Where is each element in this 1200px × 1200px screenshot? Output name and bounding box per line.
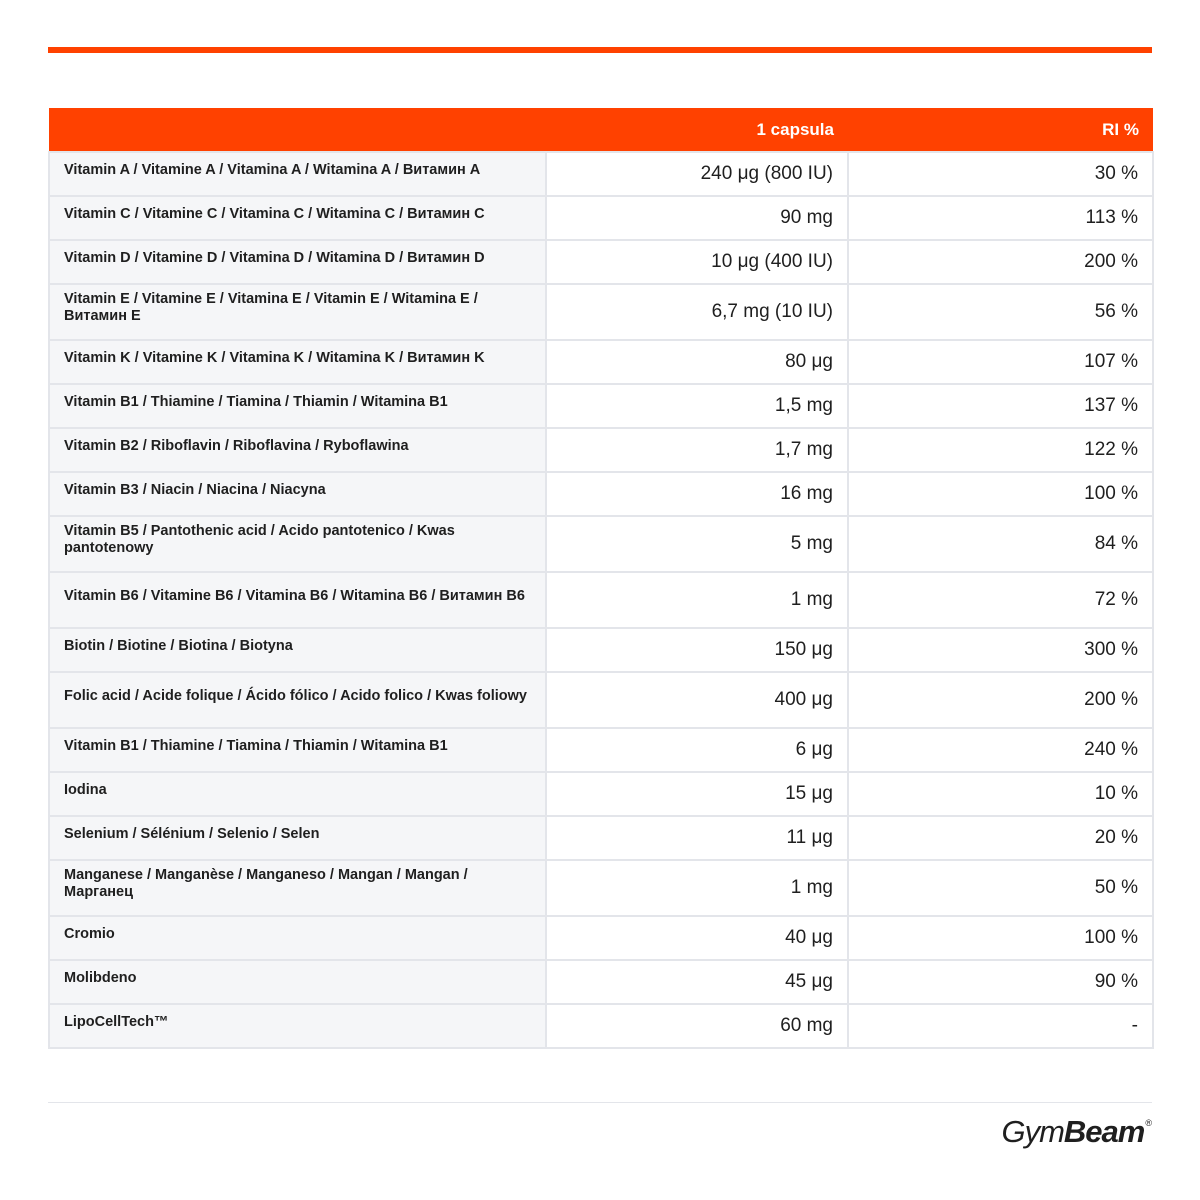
table-row: [49, 152, 1153, 196]
nutrient-name-cell: [49, 572, 546, 628]
amount-per-capsule: 11 μg: [546, 816, 848, 860]
registered-mark: ®: [1145, 1118, 1152, 1128]
nutrition-table: [48, 108, 1154, 1049]
nutrient-name-cell: [49, 284, 546, 340]
amount-per-capsule: 45 μg: [546, 960, 848, 1004]
amount-per-capsule: 6 μg: [546, 728, 848, 772]
footer-divider: [48, 1102, 1152, 1103]
ri-percent: 122 %: [848, 428, 1153, 472]
amount-per-capsule: 1,5 mg: [546, 384, 848, 428]
header-amount-column: 1 capsula: [546, 108, 848, 152]
amount-per-capsule: 60 mg: [546, 1004, 848, 1048]
table-row: [49, 516, 1153, 572]
ri-percent: 200 %: [848, 240, 1153, 284]
ri-percent: 84 %: [848, 516, 1153, 572]
amount-per-capsule: 400 μg: [546, 672, 848, 728]
table-row: [49, 860, 1153, 916]
nutrient-name: LipoCellTech™: [64, 1013, 169, 1030]
amount-per-capsule: 90 mg: [546, 196, 848, 240]
ri-percent: -: [848, 1004, 1153, 1048]
nutrient-name: Selenium / Sélénium / Selenio / Selen: [64, 825, 320, 842]
nutrient-name: Vitamin D / Vitamine D / Vitamina D / Witamina D / Витамин D: [64, 249, 485, 266]
nutrient-name-cell: [49, 816, 546, 860]
nutrient-name-cell: [49, 860, 546, 916]
nutrient-name: Cromio: [64, 925, 115, 942]
ri-percent: 107 %: [848, 340, 1153, 384]
table-row: [49, 772, 1153, 816]
amount-per-capsule: 6,7 mg (10 IU): [546, 284, 848, 340]
amount-per-capsule: 1 mg: [546, 860, 848, 916]
table-row: [49, 384, 1153, 428]
nutrient-name: Vitamin B5 / Pantothenic acid / Acido pantotenico / Kwas pantotenowy: [64, 523, 455, 556]
nutrient-name: Vitamin K / Vitamine K / Vitamina K / Witamina K / Витамин K: [64, 349, 485, 366]
nutrient-name: Vitamin C / Vitamine C / Vitamina C / Witamina C / Витамин C: [64, 205, 485, 222]
table-header: [49, 108, 1153, 152]
table-row: [49, 284, 1153, 340]
ri-percent: 113 %: [848, 196, 1153, 240]
top-accent-bar: [48, 47, 1152, 53]
ri-percent: 20 %: [848, 816, 1153, 860]
nutrient-name: Vitamin B3 / Niacin / Niacina / Niacyna: [64, 481, 326, 498]
table-row: [49, 728, 1153, 772]
nutrient-name-cell: [49, 628, 546, 672]
nutrient-name-cell: [49, 960, 546, 1004]
ri-percent: 300 %: [848, 628, 1153, 672]
nutrient-name: Biotin / Biotine / Biotina / Biotyna: [64, 637, 293, 654]
nutrient-name-cell: [49, 472, 546, 516]
ri-percent: 72 %: [848, 572, 1153, 628]
nutrient-name-cell: [49, 240, 546, 284]
nutrient-name: Iodina: [64, 781, 107, 798]
amount-per-capsule: 1,7 mg: [546, 428, 848, 472]
nutrient-name: Vitamin E / Vitamine E / Vitamina E / Vitamin E / Witamina E / Витамин E: [64, 291, 478, 324]
table-row: [49, 672, 1153, 728]
nutrient-name-cell: [49, 196, 546, 240]
nutrient-name-cell: [49, 384, 546, 428]
nutrient-name-cell: [49, 672, 546, 728]
logo-text-gym: Gym: [1001, 1114, 1064, 1149]
nutrient-name-cell: [49, 772, 546, 816]
gymbeam-logo: [1001, 1114, 1152, 1154]
ri-percent: 100 %: [848, 472, 1153, 516]
ri-percent: 90 %: [848, 960, 1153, 1004]
ri-percent: 137 %: [848, 384, 1153, 428]
nutrient-name: Folic acid / Acide folique / Ácido fólico / Acido folico / Kwas foliowy: [64, 687, 527, 704]
nutrient-name-cell: [49, 916, 546, 960]
nutrient-name-cell: [49, 340, 546, 384]
nutrient-name-cell: [49, 516, 546, 572]
nutrient-name: Vitamin A / Vitamine A / Vitamina A / Witamina A / Витамин A: [64, 161, 481, 178]
nutrient-name: Manganese / Manganèse / Manganeso / Mangan / Mangan / Марганец: [64, 867, 468, 900]
ri-percent: 240 %: [848, 728, 1153, 772]
table-row: [49, 916, 1153, 960]
amount-per-capsule: 16 mg: [546, 472, 848, 516]
amount-per-capsule: 150 μg: [546, 628, 848, 672]
table-row: [49, 340, 1153, 384]
amount-per-capsule: 40 μg: [546, 916, 848, 960]
table-row: [49, 428, 1153, 472]
nutrient-name-cell: [49, 428, 546, 472]
amount-per-capsule: 10 μg (400 IU): [546, 240, 848, 284]
table-row: [49, 472, 1153, 516]
logo-text-beam: Beam: [1063, 1114, 1145, 1149]
amount-per-capsule: 80 μg: [546, 340, 848, 384]
ri-percent: 100 %: [848, 916, 1153, 960]
table-row: [49, 196, 1153, 240]
table-row: [49, 628, 1153, 672]
ri-percent: 200 %: [848, 672, 1153, 728]
table-body: [49, 152, 1153, 1048]
table-row: [49, 240, 1153, 284]
nutrient-name: Molibdeno: [64, 969, 137, 986]
table-row: [49, 960, 1153, 1004]
amount-per-capsule: 5 mg: [546, 516, 848, 572]
nutrient-name-cell: [49, 728, 546, 772]
nutrient-name: Vitamin B2 / Riboflavin / Riboflavina / Ryboflawina: [64, 437, 409, 454]
nutrient-name: Vitamin B1 / Thiamine / Tiamina / Thiamin / Witamina B1: [64, 393, 448, 410]
nutrient-name: Vitamin B1 / Thiamine / Tiamina / Thiamin / Witamina B1: [64, 737, 448, 754]
nutrient-name-cell: [49, 152, 546, 196]
table-row: [49, 572, 1153, 628]
ri-percent: 10 %: [848, 772, 1153, 816]
amount-per-capsule: 240 μg (800 IU): [546, 152, 848, 196]
amount-per-capsule: 1 mg: [546, 572, 848, 628]
table-row: [49, 816, 1153, 860]
amount-per-capsule: 15 μg: [546, 772, 848, 816]
ri-percent: 50 %: [848, 860, 1153, 916]
nutrient-name: Vitamin B6 / Vitamine B6 / Vitamina B6 / Witamina B6 / Витамин B6: [64, 587, 525, 604]
header-name-column: [49, 108, 546, 152]
ri-percent: 30 %: [848, 152, 1153, 196]
nutrient-name-cell: [49, 1004, 546, 1048]
header-row: [49, 108, 1153, 152]
header-ri-column: RI %: [848, 108, 1153, 152]
table-row: [49, 1004, 1153, 1048]
ri-percent: 56 %: [848, 284, 1153, 340]
